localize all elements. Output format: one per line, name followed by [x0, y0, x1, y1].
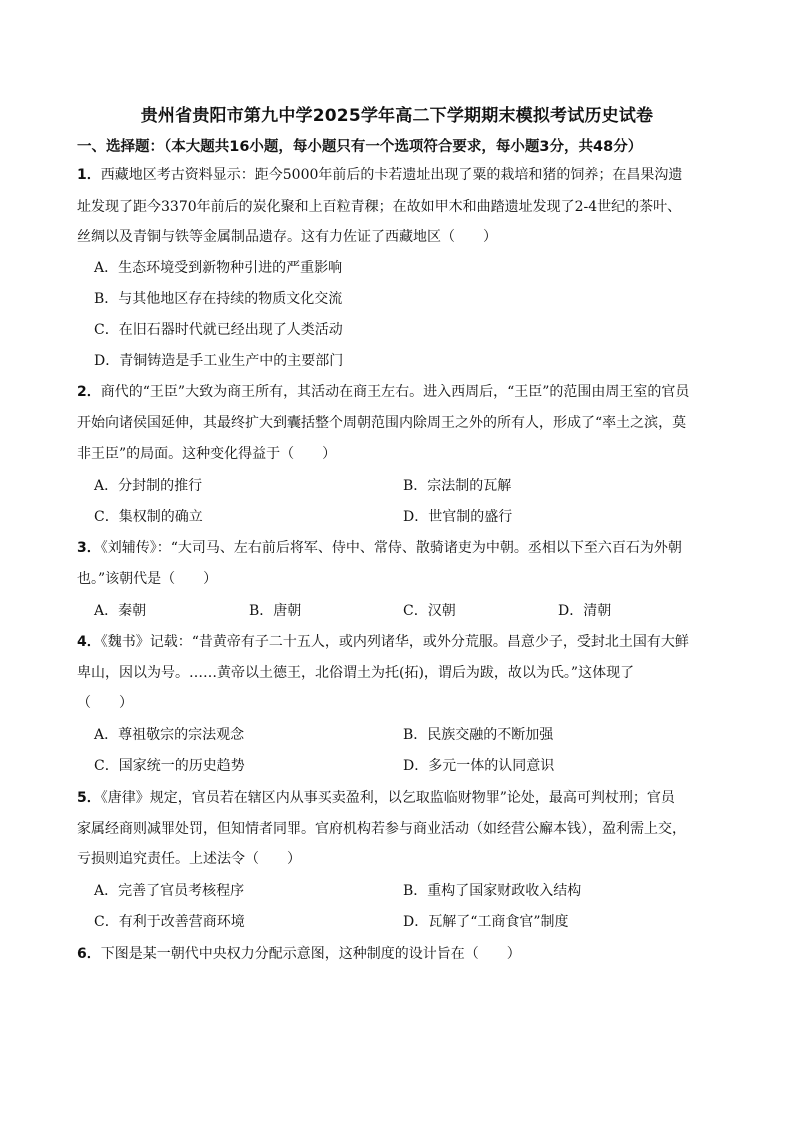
question-2-option-a: A．分封制的推行: [94, 478, 203, 494]
question-2-option-d: D．世官制的盛行: [403, 509, 513, 525]
question-3-option-b: B．唐朝: [249, 603, 302, 619]
question-4-line-2: 卑山，因以为号。……黄帝以土德王，北俗谓土为托(拓)，谓后为跋，故以为氏。”这体现了: [77, 665, 635, 681]
question-3-line-2: 也。”该朝代是（ ）: [77, 571, 218, 587]
question-5-option-c: C．有利于改善营商环境: [94, 914, 245, 930]
question-2-line-1: [77, 381, 689, 403]
question-text: 《唐律》规定，官员若在辖区内从事买卖盈利，以乞取监临财物罪”论处，最高可判杖刑；官员: [100, 790, 675, 806]
question-4-option-a: A．尊祖敬宗的宗法观念: [94, 727, 245, 743]
question-number: 4．: [77, 634, 101, 650]
question-1-line-3: 丝绸以及青铜与铁等金属制品遗存。这有力佐证了西藏地区（ ）: [77, 229, 497, 245]
question-2-option-b: B．宗法制的瓦解: [403, 478, 512, 494]
question-1-option-d: D．青铜铸造是手工业生产中的主要部门: [94, 353, 344, 369]
question-4-line-3: （ ）: [77, 695, 133, 711]
question-text: 商代的“王臣”大致为商王所有，其活动在商王左右。进入西周后，“王臣”的范围由周王室的官员: [100, 384, 690, 400]
question-3-line-1: [77, 537, 682, 559]
question-6-line-1: [77, 943, 521, 965]
question-3-option-c: C．汉朝: [403, 603, 456, 619]
question-3-option-d: D．清朝: [558, 603, 612, 619]
question-1-option-b: B．与其他地区存在持续的物质文化交流: [94, 291, 343, 307]
question-4-option-d: D．多元一体的认同意识: [403, 758, 555, 774]
question-5-option-d: D．瓦解了“工商食官”制度: [403, 914, 569, 930]
question-1-option-a: A．生态环境受到新物种引进的严重影响: [94, 260, 343, 276]
question-5-line-1: [77, 787, 675, 809]
question-1-option-c: C．在旧石器时代就已经出现了人类活动: [94, 322, 343, 338]
question-number: 5．: [77, 790, 101, 806]
question-number: 3．: [77, 540, 101, 556]
question-4-option-c: C．国家统一的历史趋势: [94, 758, 245, 774]
question-4-line-1: [77, 631, 689, 653]
section-heading: 一、选择题：（本大题共16小题，每小题只有一个选项符合要求，每小题3分，共48分）: [77, 139, 643, 155]
question-1-line-1: [77, 164, 682, 186]
question-text: 《刘辅传》：“大司马、左右前后将军、侍中、常侍、散骑诸吏为中朝。丞相以下至六百石为外朝: [100, 540, 682, 556]
question-5-line-2: 家属经商则减罪处罚，但知情者同罪。官府机构若参与商业活动（如经营公廨本钱），盈利需上交，: [77, 821, 686, 837]
question-text: 下图是某一朝代中央权力分配示意图，这种制度的设计旨在（ ）: [100, 946, 521, 962]
question-number: 2．: [77, 384, 101, 400]
question-number: 6．: [77, 946, 101, 962]
question-text: 《魏书》记载：“昔黄帝有子二十五人，或内列诸华，或外分荒服。昌意少子，受封北土国有大鲜: [100, 634, 689, 650]
question-2-option-c: C．集权制的确立: [94, 509, 203, 525]
question-text: 西藏地区考古资料显示：距今5000年前后的卡若遗址出现了粟的栽培和猪的饲养；在昌果沟遗: [100, 167, 683, 183]
question-1-line-2: 址发现了距今3370年前后的炭化聚和上百粒青稞；在故如甲木和曲踏遗址发现了2-4世纪的茶叶、: [77, 199, 682, 215]
question-2-line-3: 非王臣”的局面。这种变化得益于（ ）: [77, 446, 337, 462]
question-2-line-2: 开始向诸侯国延伸，其最终扩大到囊括整个周朝范围内除周王之外的所有人，形成了“率土之滨，莫: [77, 415, 687, 431]
page-title: 贵州省贵阳市第九中学2025学年高二下学期期末模拟考试历史试卷: [140, 106, 654, 126]
question-3-option-a: A．秦朝: [94, 603, 147, 619]
question-4-option-b: B．民族交融的不断加强: [403, 727, 554, 743]
question-5-option-b: B．重构了国家财政收入结构: [403, 883, 582, 899]
question-5-option-a: A．完善了官员考核程序: [94, 883, 245, 899]
question-number: 1．: [77, 167, 101, 183]
question-5-line-3: 亏损则追究责任。上述法令（ ）: [77, 851, 301, 867]
